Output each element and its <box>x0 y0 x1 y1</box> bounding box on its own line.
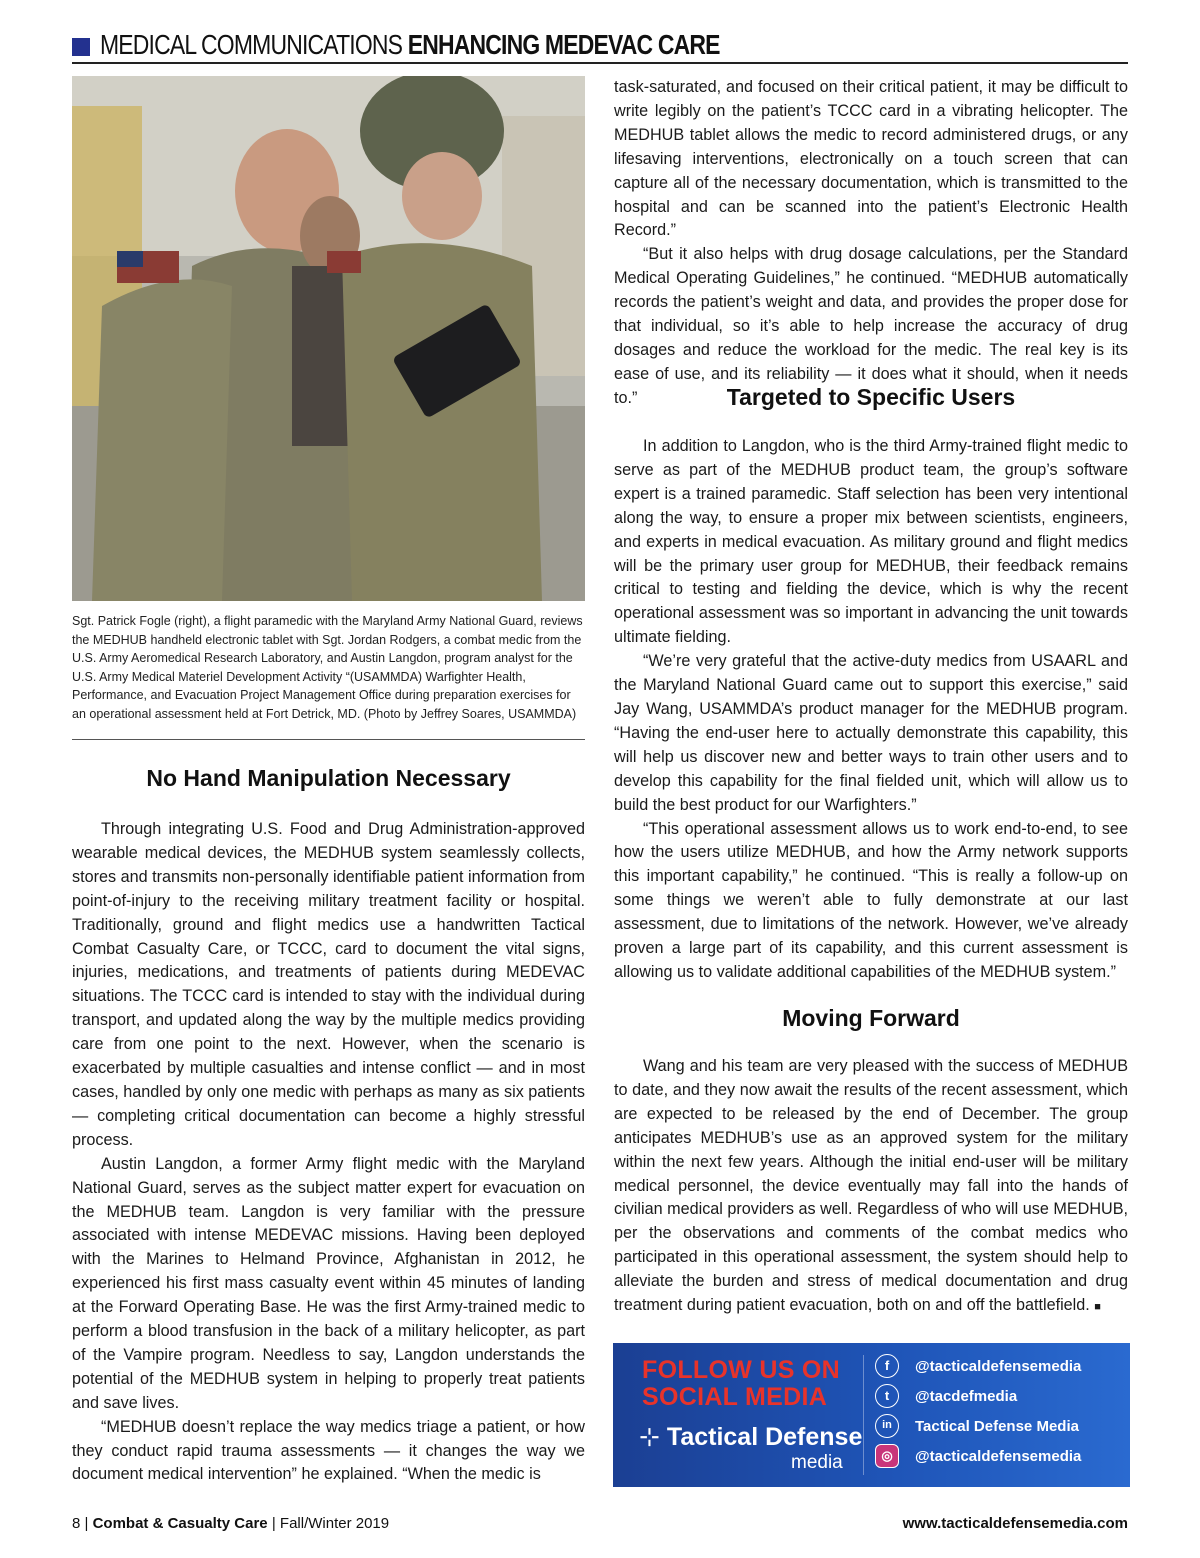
linkedin-icon: in <box>875 1414 899 1438</box>
caption-divider <box>72 739 585 740</box>
header-text <box>100 28 720 62</box>
end-mark-icon: ■ <box>1094 1301 1101 1314</box>
right-paragraph-4: “We’re very grateful that the active-duty medics from USAARL and the Maryland National Guard came out to support this exercise,” said Jay Wang, USAMMDA’s product manager for the MEDHUB program. “Having the end-user here to actually demonstrate this capability, this will help us discover new and better ways to train other users and to develop this capability for the final fielded unit, which will allow us to build the best product for our Warfighters.” <box>614 652 1128 814</box>
twitter-handle: @tacdefmedia <box>915 1388 1018 1405</box>
website-link[interactable]: www.tacticaldefensemedia.com <box>902 1515 1128 1532</box>
header-square-icon <box>72 38 90 56</box>
left-paragraph-1: Through integrating U.S. Food and Drug Administration-approved wearable medical devices, the MEDHUB system seamlessly collects, stores and transmits non-personally identifiable patient information from point-of-injury to the receiving military treatment facility or hospital. Traditionally, ground and flight medics use a handwritten Tactical Combat Casualty Care, or TCCC, card to document the vital signs, injuries, medications, and treatments of patients during MEDEVAC situations. The TCCC card is intended to stay with the individual during transport, and updated along the way by the multiple medics providing care from one point to the next. However, when the scenario is exacerbated by multiple casualties and intense conflict — and in most cases, handled by only one medic with perhaps as many as six patients — completing critical documentation can become a highly stressful process. <box>72 820 585 1149</box>
right-paragraph-6-text: Wang and his team are very pleased with the success of MEDHUB to date, and they now await the results of the recent assessment, which are expected to be released by the end of December. The group anticipates MEDHUB’s use as an approved system for the military within the next few years. Although the initial end-user will be military medical personnel, the device eventually may fall into the hands of civilian medical providers as well. Regardless of who will use MEDHUB, per the observations and comments of the combat medics who participated in this operational assessment, the system should help to alleviate the burden and stress of medical documentation and drug treatment during patient evacuation, both on and off the battlefield. <box>614 1057 1128 1315</box>
twitter-icon: t <box>875 1384 899 1408</box>
issue-label: Fall/Winter 2019 <box>279 1515 390 1532</box>
follow-line-1: FOLLOW US ON <box>642 1356 841 1384</box>
photo-caption: Sgt. Patrick Fogle (right), a flight paramedic with the Maryland Army National Guard, reviews the MEDHUB handheld electronic tablet with Sgt. Jordan Rodgers, a combat medic from the U.S. Army Aeromedical Research Laboratory, and Austin Langdon, program analyst for the U.S. Army Medical Materiel Development Activity “(USAMMDA) Warfighter Health, Performance, and Evacuation Project Management Office during preparation exercises for an operational assessment held at Fort Detrick, MD. (Photo by Jeffrey Soares, USAMMDA) <box>72 614 583 721</box>
right-subheading-2: Moving Forward <box>782 1005 960 1031</box>
publication-name: Combat & Casualty Care <box>92 1515 268 1532</box>
follow-line-2: SOCIAL MEDIA <box>642 1383 828 1411</box>
brand-logo <box>639 1423 862 1451</box>
left-column <box>72 818 585 1487</box>
left-paragraph-3: “MEDHUB doesn’t replace the way medics triage a patient, or how they conduct rapid trauma assessments — it changes the way we document medical intervention” he explained. “When the medic is <box>72 1417 585 1484</box>
left-paragraph-2: Austin Langdon, a former Army flight medic with the Maryland National Guard, serves as the subject matter expert for evacuation on the MEDHUB team. Langdon is very familiar with the pressure associated with intense MEDEVAC missions. Having been deployed with the Marines to Helmand Province, Afghanistan in 2012, he experienced his first mass casualty event within 45 minutes of landing at the Forward Operating Base. He was the first Army-trained medic to perform a blood transfusion in the back of a military helicopter, as part of the Vampire program. Needless to say, Langdon understands the potential of the MEDHUB system in helping to properly treat patients and save lives. <box>72 1154 585 1412</box>
page-number: 8 <box>72 1515 81 1532</box>
right-paragraph-5: “This operational assessment allows us to work end-to-end, to see how the users utilize MEDHUB, and how the Army network supports this important capability,” he continued. “This is really a follow-up on some things we weren’t able to fully demonstrate at our last assessment, due to limitations of the network. However, we’ve already proven a large part of its capability, and this current assessment is allowing us to validate additional capabilities of the MEDHUB system.” <box>614 819 1128 981</box>
left-subheading: No Hand Manipulation Necessary <box>146 765 511 791</box>
right-column-top <box>614 76 1128 411</box>
social-media-banner <box>613 1343 1130 1487</box>
page-header <box>72 28 1128 62</box>
footer-separator: | <box>84 1515 93 1532</box>
header-rule <box>72 62 1128 64</box>
section-label: MEDICAL COMMUNICATIONS <box>100 29 403 60</box>
right-column-middle <box>614 435 1128 985</box>
follow-heading <box>642 1357 840 1411</box>
article-photo <box>72 76 585 601</box>
facebook-handle: @tacticaldefensemedia <box>915 1358 1082 1375</box>
photo-illustration <box>72 76 585 601</box>
linkedin-handle: Tactical Defense Media <box>915 1418 1079 1435</box>
article-title: ENHANCING MEDEVAC CARE <box>407 29 720 60</box>
right-subheading-1: Targeted to Specific Users <box>726 384 1016 410</box>
instagram-handle: @tacticaldefensemedia <box>915 1448 1082 1465</box>
instagram-icon: ◎ <box>875 1444 899 1468</box>
right-paragraph-1: task-saturated, and focused on their critical patient, it may be difficult to write legibly on the patient’s TCCC card in a vibrating helicopter. The MEDHUB tablet allows the medic to record administered drugs, or any lifesaving interventions, electronically on a touch screen that can capture all of the necessary documentation, which is transmitted to the hospital and can be scanned into the patient’s Electronic Health Record.” <box>614 78 1128 240</box>
footer-left <box>72 1512 389 1536</box>
right-column-bottom <box>614 1055 1128 1320</box>
page-footer <box>72 1512 1128 1536</box>
banner-divider <box>863 1355 864 1475</box>
right-paragraph-3: In addition to Langdon, who is the third Army-trained flight medic to serve as part of the MEDHUB product team, the group’s software expert is a trained paramedic. Staff selection has been very intentional along the way, to ensure a proper mix between scientists, engineers, and experts in medical evacuation. As military ground and flight medics will be the primary user group for MEDHUB, their feedback remains critical to testing and fielding the device, which is why the recent operational assessment was so important in advancing the unit towards ultimate fielding. <box>614 437 1128 647</box>
footer-separator: | <box>271 1515 280 1532</box>
facebook-icon: f <box>875 1354 899 1378</box>
brand-subtitle: media <box>791 1452 843 1473</box>
logo-icon: ⊹ <box>639 1423 660 1451</box>
right-paragraph-2: “But it also helps with drug dosage calculations, per the Standard Medical Operating Guidelines,” he continued. “MEDHUB automatically records the patient’s weight and data, and provides the proper dose for that individual, so it’s able to help increase the accuracy of drug dosages and reduce the workload for the medic. The real key is its ease of use, and its reliability — it does what it should, when it needs to.” <box>614 245 1128 407</box>
brand-name: Tactical Defense <box>666 1423 863 1451</box>
right-paragraph-6 <box>614 1055 1128 1320</box>
